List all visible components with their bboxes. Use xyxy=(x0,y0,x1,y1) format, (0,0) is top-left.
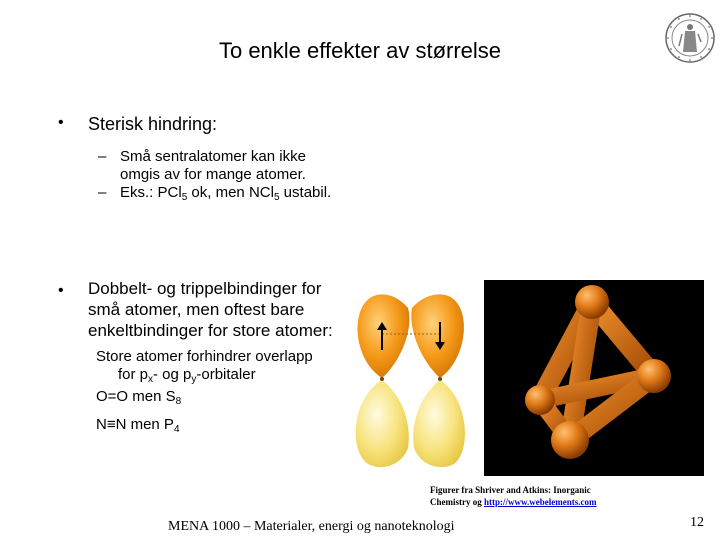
bullet2-line1: Store atomer forhindrer overlapp xyxy=(96,348,313,365)
dash-marker: – xyxy=(98,148,107,165)
bullet2-text: Dobbelt- og trippelbindinger for små atomer, men oftest bare enkeltbindinger for store atomer: xyxy=(88,279,333,340)
page-number: 12 xyxy=(690,515,704,530)
figure-credit: Figurer fra Shriver and Atkins: Inorganic Chemistry og http://www.webelements.com xyxy=(430,485,597,507)
p-atom xyxy=(637,359,671,393)
dash-marker: – xyxy=(98,184,107,201)
p-atom xyxy=(525,385,555,415)
bullet2-line3: O=O men $S_8$ xyxy=(96,388,182,407)
upper-right-lobe xyxy=(411,294,464,378)
p-orbital-overlap-figure xyxy=(344,290,476,470)
bullet2-line2: for $p_x-$ og $p_y$-orbitaler xyxy=(118,366,256,385)
university-seal-logo xyxy=(664,12,716,64)
bullet-marker: • xyxy=(58,114,64,131)
p4-molecule-figure xyxy=(484,280,704,476)
bullet1-text: Sterisk hindring: xyxy=(88,114,218,134)
bullet-marker: • xyxy=(58,282,64,299)
p-atom xyxy=(575,285,609,319)
p-atom xyxy=(551,421,589,459)
sub1-line2: omgis av for mange atomer. xyxy=(120,166,306,183)
webelements-link[interactable]: http://www.webelements.com xyxy=(484,497,597,507)
sub2-line: Eks.: PCl$_5$ ok, men NCl$_5$ ustabil. xyxy=(120,184,332,203)
slide-title: To enkle effekter av størrelse xyxy=(218,38,502,63)
sub1-line1: Små sentralatomer kan ikke xyxy=(120,148,306,165)
bullet2-line4: N≡N men $P_4$ xyxy=(96,416,180,435)
lower-left-lobe xyxy=(356,380,409,467)
footer-text: MENA 1000 – Materialer, energi og nanoteknologi xyxy=(168,519,455,534)
upper-left-lobe xyxy=(358,294,410,378)
lower-right-lobe xyxy=(413,380,465,467)
